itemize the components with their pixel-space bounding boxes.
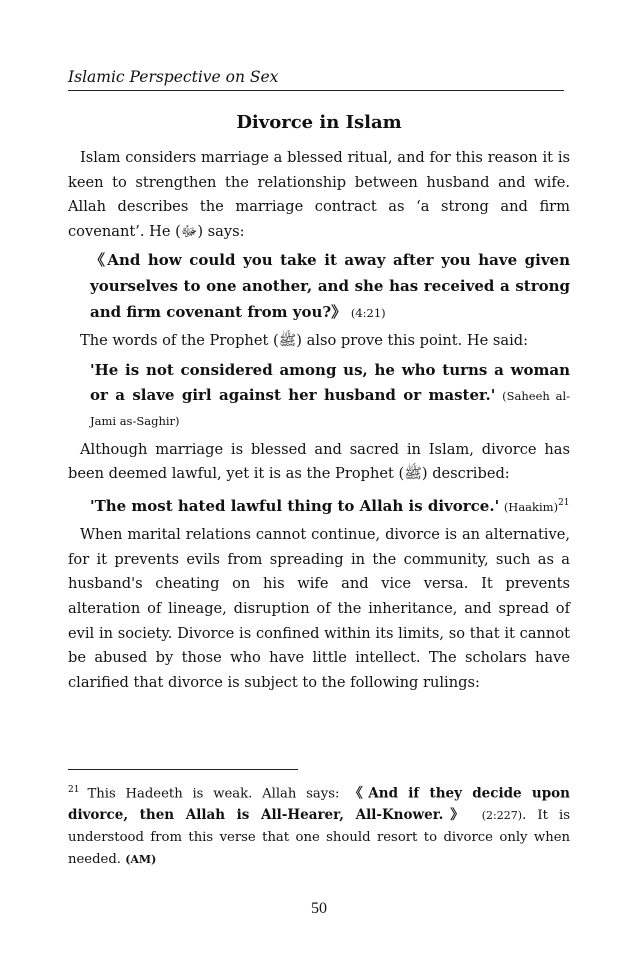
paragraph-2: The words of the Prophet (ﷺ) also prove this point. He said:: [80, 332, 529, 350]
page-number: 50: [311, 900, 327, 917]
quote-text: 《And how could you take it away after you have given yourselves to one another, and she has received a strong and firm covenant from you?》: [90, 251, 570, 321]
quote-reference: (Saheeh al-Jami as-Saghir): [90, 389, 571, 428]
quran-quote-1: [90, 248, 570, 325]
running-title: Islamic Perspective on Sex: [68, 68, 279, 86]
running-header: [68, 64, 564, 91]
section-title: Divorce in Islam: [236, 112, 402, 133]
footnote-text-a: This Hadeeth is weak. Allah says:: [87, 786, 350, 802]
quote-reference: (Haakim): [503, 499, 559, 514]
quote-reference: (4:21): [350, 305, 386, 320]
footnote: [68, 780, 570, 871]
footnote-marker[interactable]: 21: [558, 497, 570, 508]
quote-text: 'The most hated lawful thing to Allah is divorce.': [90, 496, 500, 515]
body-text: [68, 146, 570, 695]
footnote-quote: 《And if they decide upon divorce, then Allah is All-Hearer, All-Knower.》: [68, 785, 570, 824]
paragraph-1: Islam considers marriage a blessed ritual, and for this reason it is keen to strengthen the relationship between husband and wife. Allah describes the marriage contract as ‘a strong and firm covenant’. He (ﷻ) says:: [68, 149, 570, 240]
footnote-tag: (AM): [125, 852, 157, 866]
hadith-quote-2: [90, 491, 570, 519]
hadith-quote-1: [90, 358, 570, 434]
footnote-reference: (2:227): [481, 809, 523, 823]
footnote-divider: [68, 769, 298, 770]
quote-text: 'He is not considered among us, he who turns a woman or a slave girl against her husband or master.': [90, 360, 570, 405]
paragraph-4: When marital relations cannot continue, divorce is an alternative, for it prevents evils from spreading in the community, such as a husband's cheating on his wife and vice versa. It prevents alteration of lineage, disruption of the inheritance, and spread of evil in society. Divorce is confined within its limits, so that it cannot be abused by those who have little intellect. The scholars have clarified that divorce is subject to the following rulings:: [68, 526, 570, 691]
footnote-text-b: . It is understood from this verse that one should resort to divorce only when needed.: [68, 808, 570, 867]
footnote-number: 21: [68, 785, 80, 795]
paragraph-3: Although marriage is blessed and sacred in Islam, divorce has been deemed lawful, yet it is as the Prophet (ﷺ) described:: [68, 440, 570, 483]
